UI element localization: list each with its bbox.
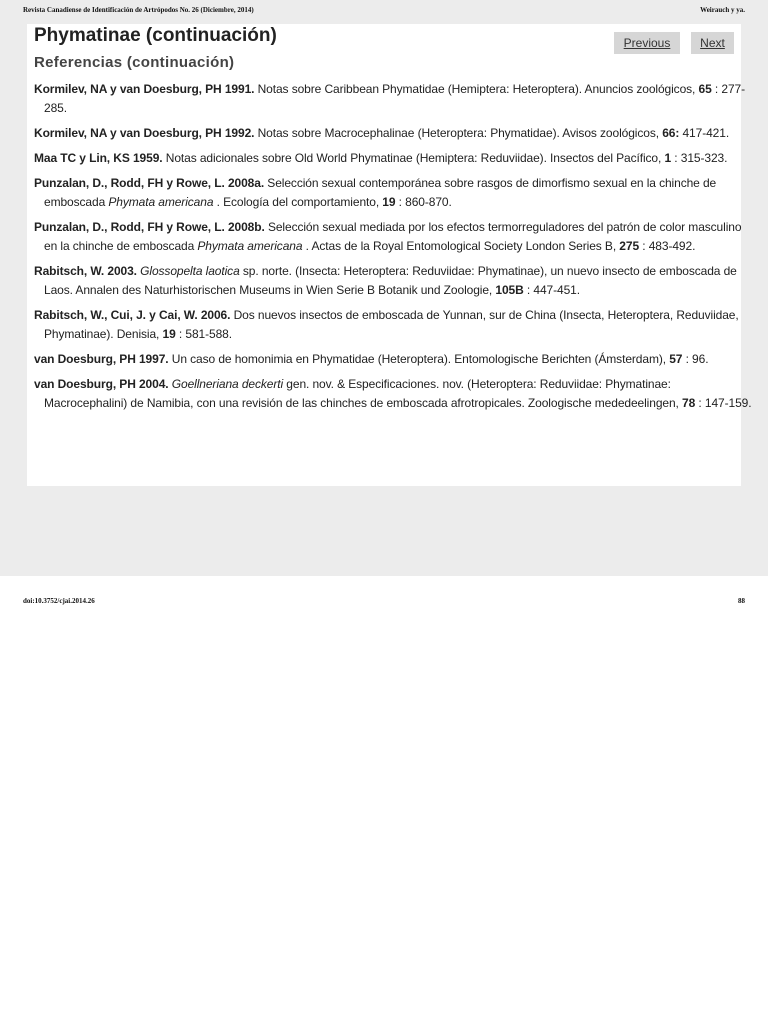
reference-text: Notas sobre Caribbean Phymatidae (Hemiptera: Heteroptera). Anuncios zoológicos, xyxy=(254,82,699,96)
reference-text: sp. norte. (Insecta: Heteroptera: Reduviidae: Phymatinae), un nuevo insecto de emboscada de Laos. Annalen des Naturhistorischen Museums in Wien Serie B Botanik und Zoologie, xyxy=(44,264,737,297)
reference-pages: 417-421. xyxy=(679,126,730,140)
reference-authors: van Doesburg, PH 1997. xyxy=(34,352,169,366)
reference-volume: 19 xyxy=(162,327,176,341)
reference-volume: 78 xyxy=(682,396,696,410)
reference-volume: 1 xyxy=(664,151,672,165)
reference-item xyxy=(34,350,754,369)
reference-pages: : 581-588. xyxy=(175,327,232,341)
reference-item xyxy=(34,218,754,256)
reference-volume: 66: xyxy=(662,126,680,140)
doi-text: doi:10.3752/cjai.2014.26 xyxy=(23,597,95,605)
reference-pages: : 277-285. xyxy=(44,82,745,115)
reference-text: Dos nuevos insectos de emboscada de Yunnan, sur de China (Insecta, Heteroptera, Reduviidae, Phymatinae). Denisia, xyxy=(44,308,739,341)
journal-header-text: Revista Canadiense de Identificación de Artrópodos No. 26 (Diciembre, 2014) xyxy=(23,6,254,14)
reference-text-continued: . Actas de la Royal Entomological Society London Series B, xyxy=(302,239,620,253)
running-header xyxy=(0,0,768,24)
page-title: Phymatinae (continuación) xyxy=(34,25,277,46)
reference-item xyxy=(34,306,754,344)
reference-list xyxy=(34,80,754,419)
reference-pages: : 860-870. xyxy=(395,195,452,209)
reference-authors: Kormilev, NA y van Doesburg, PH 1991. xyxy=(34,82,255,96)
reference-volume: 275 xyxy=(619,239,640,253)
reference-text: Notas sobre Macrocephalinae (Heteroptera: Phymatidae). Avisos zoológicos, xyxy=(254,126,663,140)
reference-text: gen. nov. & Especificaciones. nov. (Heteroptera: Reduviidae: Phymatinae: Macrocephalini) de Namibia, con una revisión de las chinches de emboscada afrotropicales. Zoologische mededeelingen, xyxy=(44,377,683,410)
reference-text: Selección sexual mediada por los efectos termorreguladores del patrón de color masculino en la chinche de emboscada xyxy=(44,220,742,253)
reference-authors: van Doesburg, PH 2004. xyxy=(34,377,169,391)
reference-item xyxy=(34,124,754,143)
previous-button[interactable]: Previous xyxy=(614,32,680,54)
reference-authors: Rabitsch, W. 2003. xyxy=(34,264,137,278)
reference-authors: Kormilev, NA y van Doesburg, PH 1992. xyxy=(34,126,255,140)
reference-pages: : 447-451. xyxy=(523,283,580,297)
reference-volume: 57 xyxy=(669,352,683,366)
reference-species: Phymata americana xyxy=(197,239,303,253)
reference-volume: 19 xyxy=(382,195,396,209)
reference-pages: : 315-323. xyxy=(671,151,728,165)
reference-authors: Punzalan, D., Rodd, FH y Rowe, L. 2008b. xyxy=(34,220,265,234)
reference-species: Phymata americana xyxy=(108,195,214,209)
reference-text: Un caso de homonimia en Phymatidae (Heteroptera). Entomologische Berichten (Ámsterdam), xyxy=(168,352,670,366)
reference-text-continued: . Ecología del comportamiento, xyxy=(213,195,383,209)
reference-volume: 65 xyxy=(698,82,712,96)
reference-text: Selección sexual contemporánea sobre rasgos de dimorfismo sexual en la chinche de emboscada xyxy=(44,176,717,209)
reference-item xyxy=(34,149,754,168)
author-header-text: Weirauch y ya. xyxy=(700,6,745,14)
reference-item xyxy=(34,80,754,118)
next-button[interactable]: Next xyxy=(691,32,734,54)
reference-authors: Punzalan, D., Rodd, FH y Rowe, L. 2008a. xyxy=(34,176,265,190)
reference-item xyxy=(34,262,754,300)
reference-pages: : 483-492. xyxy=(639,239,696,253)
reference-item xyxy=(34,174,754,212)
reference-item xyxy=(34,375,754,413)
reference-pages: : 96. xyxy=(682,352,709,366)
page-number: 88 xyxy=(738,597,745,605)
reference-pages: : 147-159. xyxy=(695,396,752,410)
reference-authors: Maa TC y Lin, KS 1959. xyxy=(34,151,163,165)
reference-authors: Rabitsch, W., Cui, J. y Cai, W. 2006. xyxy=(34,308,231,322)
section-subtitle: Referencias (continuación) xyxy=(34,54,235,71)
reference-species: Goellneriana deckerti xyxy=(168,377,284,391)
reference-species: Glossopelta laotica xyxy=(136,264,240,278)
reference-text: Notas adicionales sobre Old World Phymatinae (Hemiptera: Reduviidae). Insectos del Pacífico, xyxy=(162,151,665,165)
reference-volume: 105B xyxy=(495,283,524,297)
